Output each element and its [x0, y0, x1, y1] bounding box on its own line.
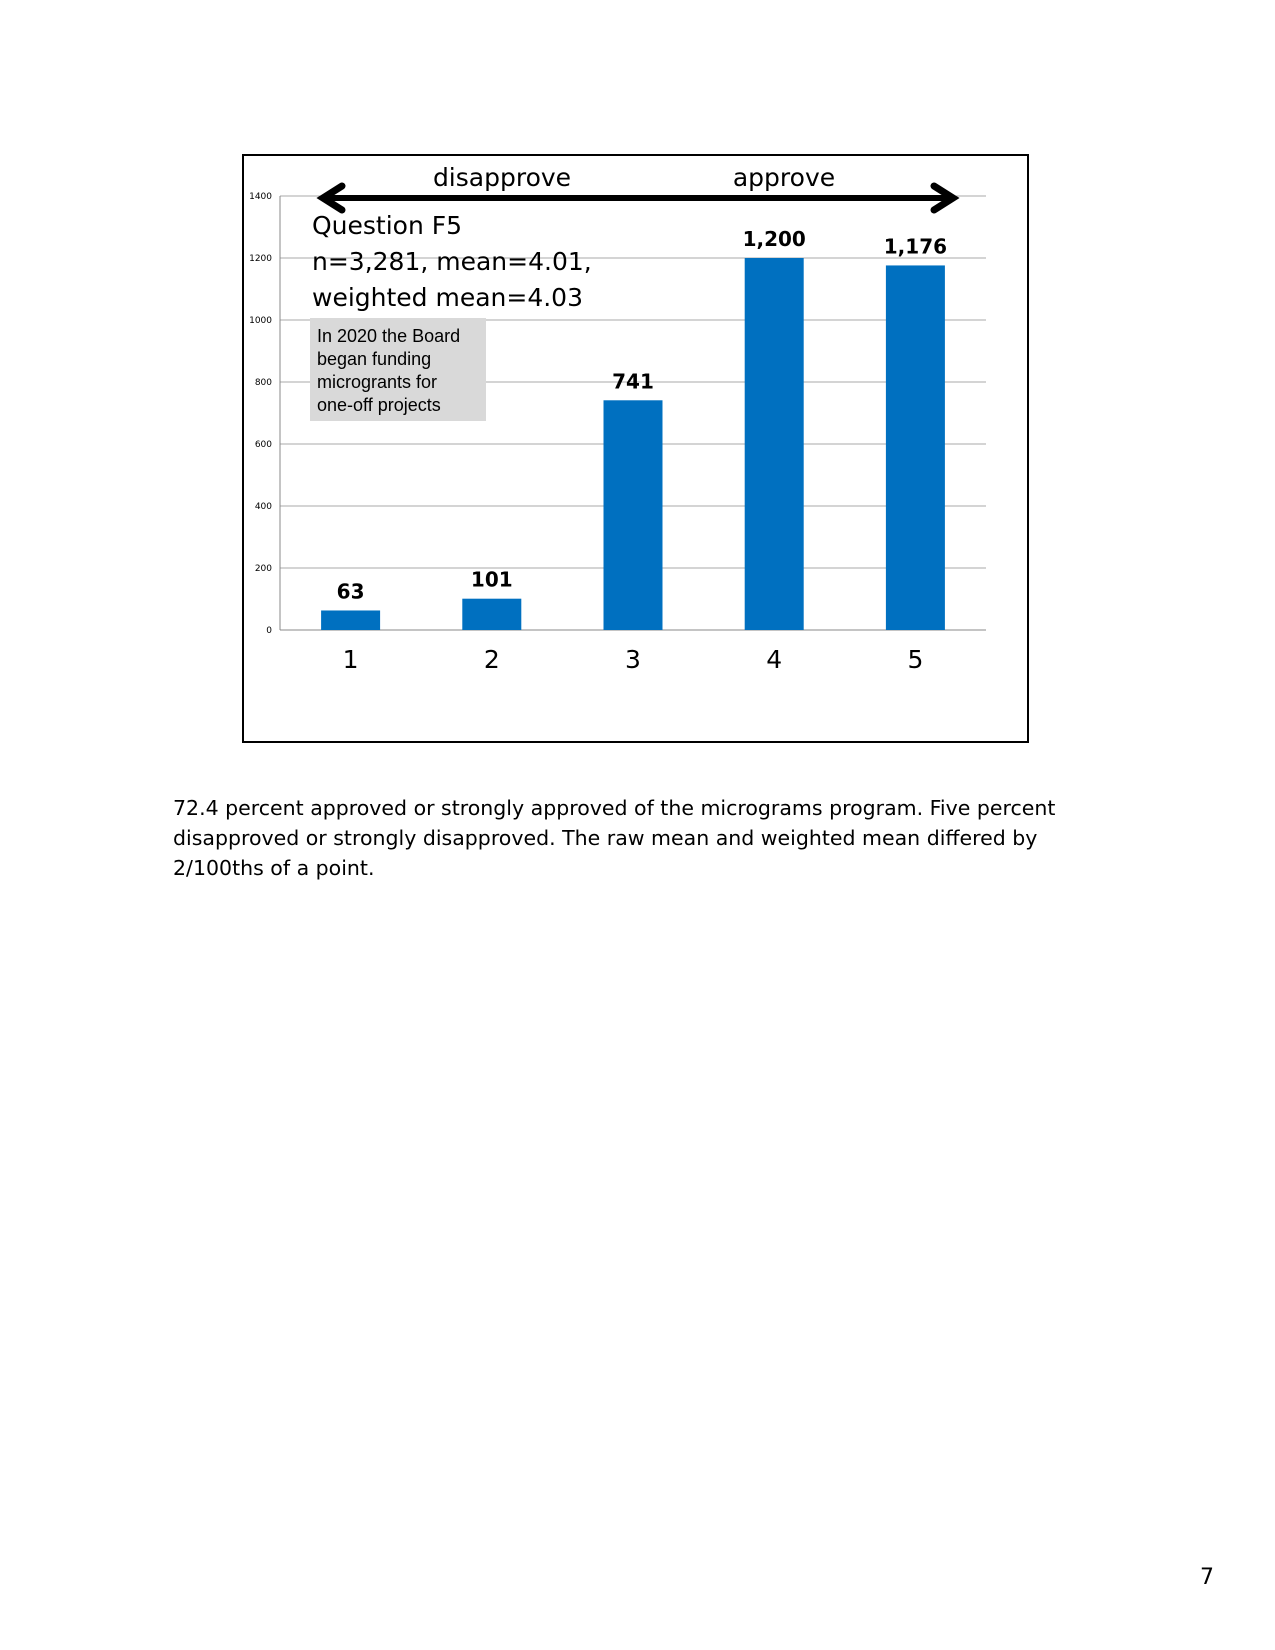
x-tick-label: 2 [483, 645, 500, 674]
arrow-left-label: disapprove [432, 163, 572, 192]
bar-chart [244, 156, 1026, 740]
annotation-line: one-off projects [317, 395, 441, 415]
annotation-line: In 2020 the Board [317, 326, 461, 346]
x-tick-label: 3 [625, 645, 641, 674]
y-tick-label: 200 [254, 564, 272, 574]
y-tick-label: 400 [254, 502, 272, 512]
x-tick-label: 4 [766, 645, 783, 674]
chart-title [312, 211, 592, 312]
x-tick-label: 5 [907, 645, 924, 674]
y-tick-label: 1400 [249, 192, 272, 202]
chart-title-line: n=3,281, mean=4.01, [312, 247, 592, 276]
chart-title-line: Question F5 [312, 211, 463, 240]
y-tick-label: 1000 [249, 316, 272, 326]
chart-frame [242, 154, 1029, 743]
data-label: 1,200 [742, 227, 806, 251]
annotation-line: began funding [317, 349, 432, 369]
chart-title-line: weighted mean=4.03 [312, 283, 583, 312]
data-label: 63 [336, 579, 365, 604]
data-label: 101 [470, 567, 513, 592]
data-label: 1,176 [883, 234, 948, 259]
bar [745, 258, 804, 630]
bar [886, 265, 945, 630]
x-tick-label: 1 [342, 645, 359, 674]
y-tick-label: 800 [254, 378, 272, 388]
arrow-right-label: approve [732, 163, 836, 192]
bar [462, 599, 521, 630]
y-axis-ticks [249, 192, 272, 636]
page-number: 7 [1200, 1565, 1214, 1590]
y-tick-label: 1200 [249, 254, 272, 264]
bar [321, 610, 380, 630]
x-axis-ticks [343, 645, 924, 674]
approval-arrow [323, 163, 953, 210]
caption-text: 72.4 percent approved or strongly approved of the micrograms program. Five percent disapproved or strongly disapproved. The raw mean and weighted mean differed by 2/100ths of a point. [173, 796, 1056, 880]
y-tick-label: 0 [266, 626, 272, 636]
bar [604, 400, 663, 630]
y-tick-label: 600 [254, 440, 272, 450]
data-label: 741 [612, 369, 654, 394]
annotation-line: microgrants for [317, 372, 438, 392]
